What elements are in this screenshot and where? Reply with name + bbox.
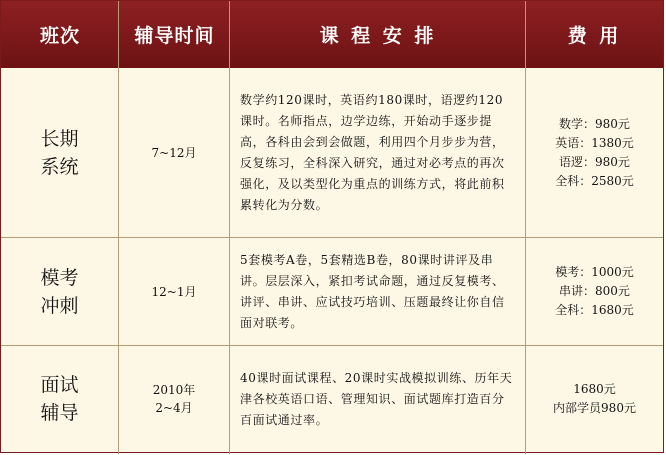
row-2-class: 模考 冲刺 xyxy=(40,266,79,317)
row-2-course xyxy=(230,238,525,345)
row-3-course xyxy=(230,346,525,452)
row-2-course-text: 5套模考A卷，5套精选B卷，80课时讲评及串讲。层层深入，紧扣考试命题，通过反复模考、讲评、串讲、应试技巧培训、压题最终让你自信面对联考。 xyxy=(240,252,505,330)
row-1-time: 7~12月 xyxy=(151,146,197,160)
fee-line: 语逻：980元 xyxy=(559,155,630,169)
header-time: 辅导时间 xyxy=(134,25,215,47)
fee-line: 串讲：800元 xyxy=(559,284,630,298)
fee-line: 模考：1000元 xyxy=(555,265,634,279)
row-1-fee xyxy=(526,69,663,237)
fee-line: 1680元 xyxy=(573,382,616,396)
row-3-time: 2010年 2~4月 xyxy=(152,383,196,415)
row-3-class: 面试 辅导 xyxy=(40,374,79,424)
fee-line: 内部学员980元 xyxy=(553,401,636,415)
fee-line: 全科：2580元 xyxy=(555,174,634,188)
row-1-course-text: 数学约120课时，英语约180课时，语逻约120课时。名师指点，边学边练，开始动手逐步提高，各科由会到会做题，利用四个月步步为营，反复练习，全科深入研究，通过对必考点的再次强化，及以类型化为重点的训练方式，将此前积累转化为分数。 xyxy=(240,93,505,212)
fee-line: 英语：1380元 xyxy=(555,136,634,150)
row-2-time: 12~1月 xyxy=(151,284,197,299)
row-1-course xyxy=(230,69,525,237)
row-1-class: 长期 系统 xyxy=(40,128,79,178)
row-3-fee xyxy=(526,346,663,452)
row-3-course-text: 40课时面试课程、20课时实战模拟训练、历年天津各校英语口语、管理知识、面试题库打造百分百面试通过率。 xyxy=(240,370,513,427)
row-2-fee xyxy=(526,238,663,345)
header-course: 课 程 安 排 xyxy=(319,25,437,47)
fee-line: 全科：1680元 xyxy=(555,303,634,317)
header-fee: 费 用 xyxy=(567,25,622,47)
header-class: 班次 xyxy=(39,25,80,47)
table-header xyxy=(1,1,663,68)
fee-line: 数学：980元 xyxy=(559,117,630,131)
